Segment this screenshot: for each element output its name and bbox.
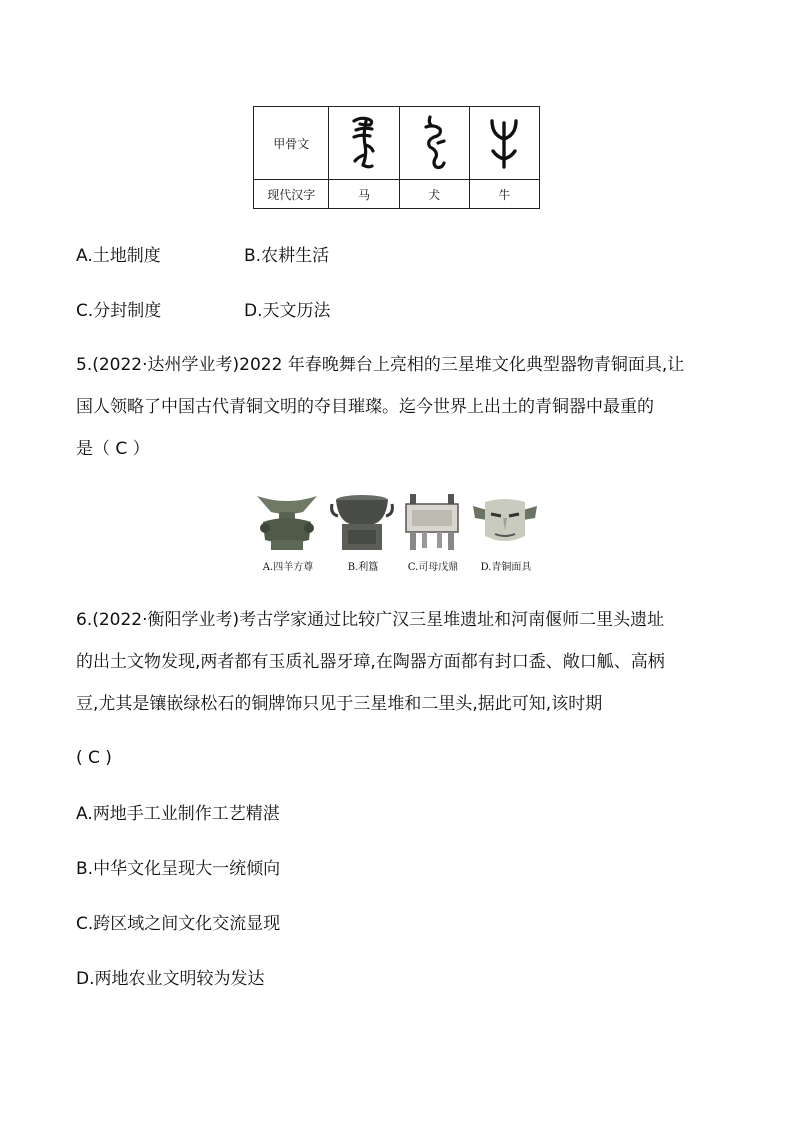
q6-option-b: B.中华文化呈现大一统倾向: [76, 859, 281, 879]
bronze-caption-b: B.利簋: [347, 562, 379, 573]
q4-option-b: B.农耕生活: [244, 246, 330, 266]
q6-option-d: D.两地农业文明较为发达: [76, 969, 265, 989]
q6-option-a: A.两地手工业制作工艺精湛: [76, 804, 280, 824]
row-label-modern: 现代汉字: [254, 180, 329, 209]
bronze-vessels-figure: [253, 492, 548, 572]
li-gui-image: [328, 492, 396, 572]
oracle-bone-table: [253, 106, 540, 209]
bronze-caption-c: C.司母戊鼎: [407, 562, 459, 573]
row-label-oracle: 甲骨文: [254, 107, 329, 180]
q4-option-d: D.天文历法: [244, 301, 331, 321]
bronze-mask-image: [471, 492, 539, 572]
q4-option-a: A.土地制度: [76, 246, 161, 266]
bronze-caption-d: D.青铜面具: [480, 562, 532, 573]
q6-line-3: 豆,尤其是镶嵌绿松石的铜牌饰只见于三星堆和二里头,据此可知,该时期: [76, 694, 603, 714]
q5-line-1: 5.(2022·达州学业考)2022 年春晚舞台上亮相的三星堆文化典型器物青铜面具,让: [76, 355, 685, 375]
modern-char-ox: 牛: [469, 180, 539, 209]
q6-option-c: C.跨区域之间文化交流显现: [76, 914, 281, 934]
modern-char-dog: 犬: [399, 180, 469, 209]
oracle-horse-glyph-icon: [329, 107, 399, 180]
table-row: [254, 107, 540, 180]
oracle-dog-glyph-icon: [399, 107, 469, 180]
oracle-ox-glyph-icon: [469, 107, 539, 180]
q6-line-1: 6.(2022·衡阳学业考)考古学家通过比较广汉三星堆遗址和河南偃师二里头遗址: [76, 610, 665, 630]
q5-line-3: 是（ C ）: [76, 439, 150, 459]
q6-answer-bracket: ( C ): [76, 748, 112, 768]
bronze-caption-a: A.四羊方尊: [262, 562, 314, 573]
modern-char-horse: 马: [329, 180, 399, 209]
simuwu-ding-image: [398, 492, 466, 572]
q5-line-2: 国人领略了中国古代青铜文明的夺目璀璨。迄今世界上出土的青铜器中最重的: [76, 397, 654, 417]
table-row: [254, 180, 540, 209]
q6-line-2: 的出土文物发现,两者都有玉质礼器牙璋,在陶器方面都有封口盉、敞口觚、高柄: [76, 652, 665, 672]
q4-option-c: C.分封制度: [76, 301, 162, 321]
four-goat-zun-image: [253, 492, 321, 572]
